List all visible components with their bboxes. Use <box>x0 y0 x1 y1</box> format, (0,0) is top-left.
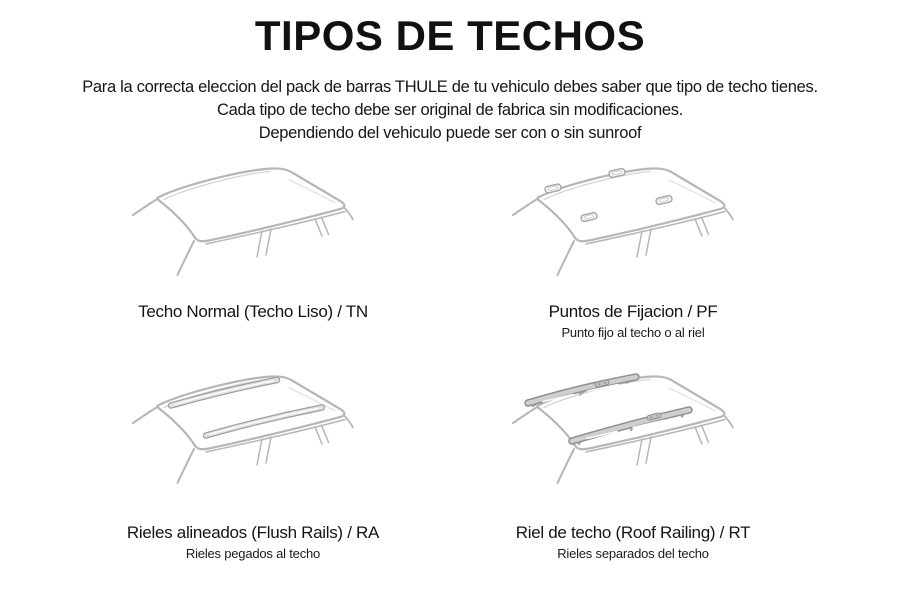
roof-type-card-rt <box>437 364 829 561</box>
roof-type-card-pf <box>437 156 829 340</box>
flush-rails-roof-illustration <box>103 364 403 499</box>
roof-type-card-ra <box>57 364 449 561</box>
intro-line-2: Cada tipo de techo debe ser original de fabrica sin modificaciones. <box>216 101 684 119</box>
roof-type-sublabel-ra: Rieles pegados al techo <box>185 546 321 561</box>
roof-type-label-tn: Techo Normal (Techo Liso) / TN <box>138 302 368 321</box>
roof-type-sublabel-rt: Rieles separados del techo <box>557 546 709 561</box>
roof-type-sublabel-tn <box>57 325 449 340</box>
intro-line-1: Para la correcta eleccion del pack de barras THULE de tu vehiculo debes saber que tipo de techo tienes. <box>82 78 818 96</box>
roof-type-label-pf: Puntos de Fijacion / PF <box>548 302 718 321</box>
roof-type-sublabel-pf: Punto fijo al techo o al riel <box>561 325 705 340</box>
roof-type-label-rt: Riel de techo (Roof Railing) / RT <box>515 523 751 542</box>
roof-type-card-tn <box>57 156 449 340</box>
roof-type-label-ra: Rieles alineados (Flush Rails) / RA <box>126 523 380 542</box>
intro-text <box>0 76 900 145</box>
raised-rails-roof-illustration <box>483 364 783 499</box>
smooth-roof-illustration <box>103 156 403 291</box>
page-title: TIPOS DE TECHOS <box>254 12 646 59</box>
fixed-points-roof-illustration <box>483 156 783 291</box>
intro-line-3: Dependiendo del vehiculo puede ser con o sin sunroof <box>258 124 642 142</box>
